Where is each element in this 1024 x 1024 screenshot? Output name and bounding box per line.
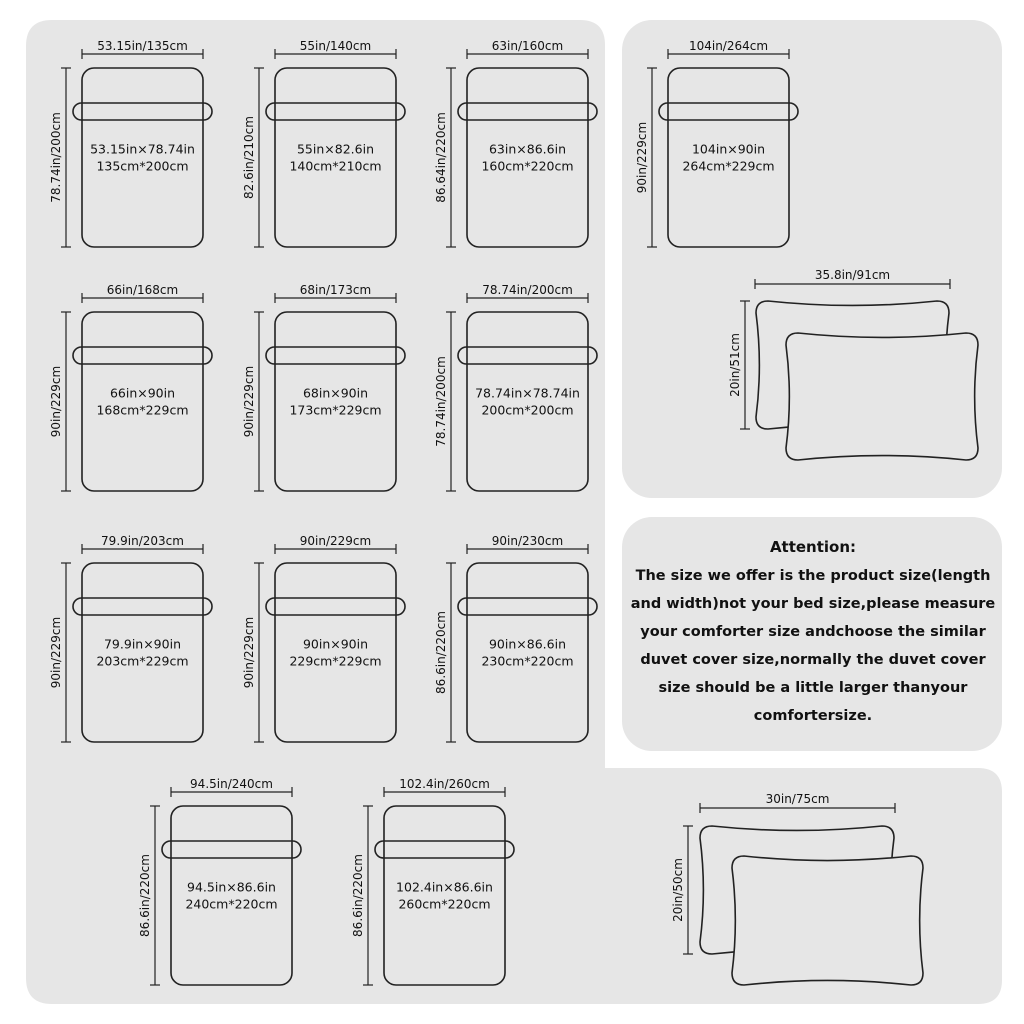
attention-line: duvet cover size,normally the duvet cover — [640, 652, 986, 668]
size-cm-label: 135cm*200cm — [96, 158, 189, 174]
height-label: 86.6in/220cm — [138, 854, 152, 937]
size-cm-label: 240cm*220cm — [185, 896, 278, 912]
width-label: 90in/229cm — [299, 534, 372, 548]
size-inches-label: 94.5in×86.6in — [187, 879, 276, 895]
height-label: 78.74in/200cm — [434, 356, 448, 447]
size-cm-label: 260cm*220cm — [398, 896, 491, 912]
size-cm-label: 264cm*229cm — [682, 158, 775, 174]
height-label: 90in/229cm — [242, 365, 256, 438]
pillow-front-outline — [786, 333, 978, 460]
size-cm-label: 140cm*210cm — [289, 158, 382, 174]
width-label: 63in/160cm — [491, 39, 564, 53]
width-label: 68in/173cm — [299, 283, 372, 297]
pillow-width-label: 35.8in/91cm — [814, 268, 891, 282]
size-cm-label: 173cm*229cm — [289, 402, 382, 418]
width-label: 104in/264cm — [688, 39, 769, 53]
width-label: 53.15in/135cm — [97, 39, 188, 53]
width-label: 55in/140cm — [299, 39, 372, 53]
width-label: 66in/168cm — [106, 283, 179, 297]
height-label: 86.64in/220cm — [434, 112, 448, 203]
size-cm-label: 229cm*229cm — [289, 653, 382, 669]
size-inches-label: 53.15in×78.74in — [90, 141, 195, 157]
width-label: 78.74in/200cm — [482, 283, 573, 297]
height-label: 90in/229cm — [242, 616, 256, 689]
size-inches-label: 79.9in×90in — [103, 636, 182, 652]
size-inches-label: 104in×90in — [691, 141, 766, 157]
size-cm-label: 230cm*220cm — [481, 653, 574, 669]
size-cm-label: 168cm*229cm — [96, 402, 189, 418]
height-label: 90in/229cm — [49, 616, 63, 689]
pillow-front-outline — [732, 856, 923, 985]
size-inches-label: 102.4in×86.6in — [396, 879, 493, 895]
size-cm-label: 160cm*220cm — [481, 158, 574, 174]
attention-line: and width)not your bed size,please measure — [630, 596, 996, 612]
size-inches-label: 55in×82.6in — [296, 141, 375, 157]
size-inches-label: 68in×90in — [302, 385, 369, 401]
pillow-height-label: 20in/50cm — [671, 858, 685, 922]
height-label: 90in/229cm — [49, 365, 63, 438]
pillow-width-label: 30in/75cm — [765, 792, 830, 806]
pillow-height-label: 20in/51cm — [728, 333, 742, 397]
attention-line: size should be a little larger thanyour — [658, 680, 968, 696]
size-inches-label: 90in×86.6in — [488, 636, 567, 652]
width-label: 79.9in/203cm — [101, 534, 184, 548]
height-label: 86.6in/220cm — [351, 854, 365, 937]
attention-title: Attention: — [769, 538, 857, 556]
size-inches-label: 63in×86.6in — [488, 141, 567, 157]
height-label: 86.6in/220cm — [434, 611, 448, 694]
width-label: 102.4in/260cm — [399, 777, 490, 791]
size-cm-label: 203cm*229cm — [96, 653, 189, 669]
size-inches-label: 90in×90in — [302, 636, 369, 652]
height-label: 78.74in/200cm — [49, 112, 63, 203]
width-label: 90in/230cm — [491, 534, 564, 548]
attention-line: your comforter size andchoose the similar — [640, 624, 986, 640]
height-label: 82.6in/210cm — [242, 116, 256, 199]
width-label: 94.5in/240cm — [190, 777, 273, 791]
height-label: 90in/229cm — [635, 121, 649, 194]
attention-line: comfortersize. — [753, 708, 873, 724]
size-cm-label: 200cm*200cm — [481, 402, 574, 418]
size-inches-label: 78.74in×78.74in — [475, 385, 580, 401]
size-inches-label: 66in×90in — [109, 385, 176, 401]
attention-line: The size we offer is the product size(length — [635, 568, 991, 584]
